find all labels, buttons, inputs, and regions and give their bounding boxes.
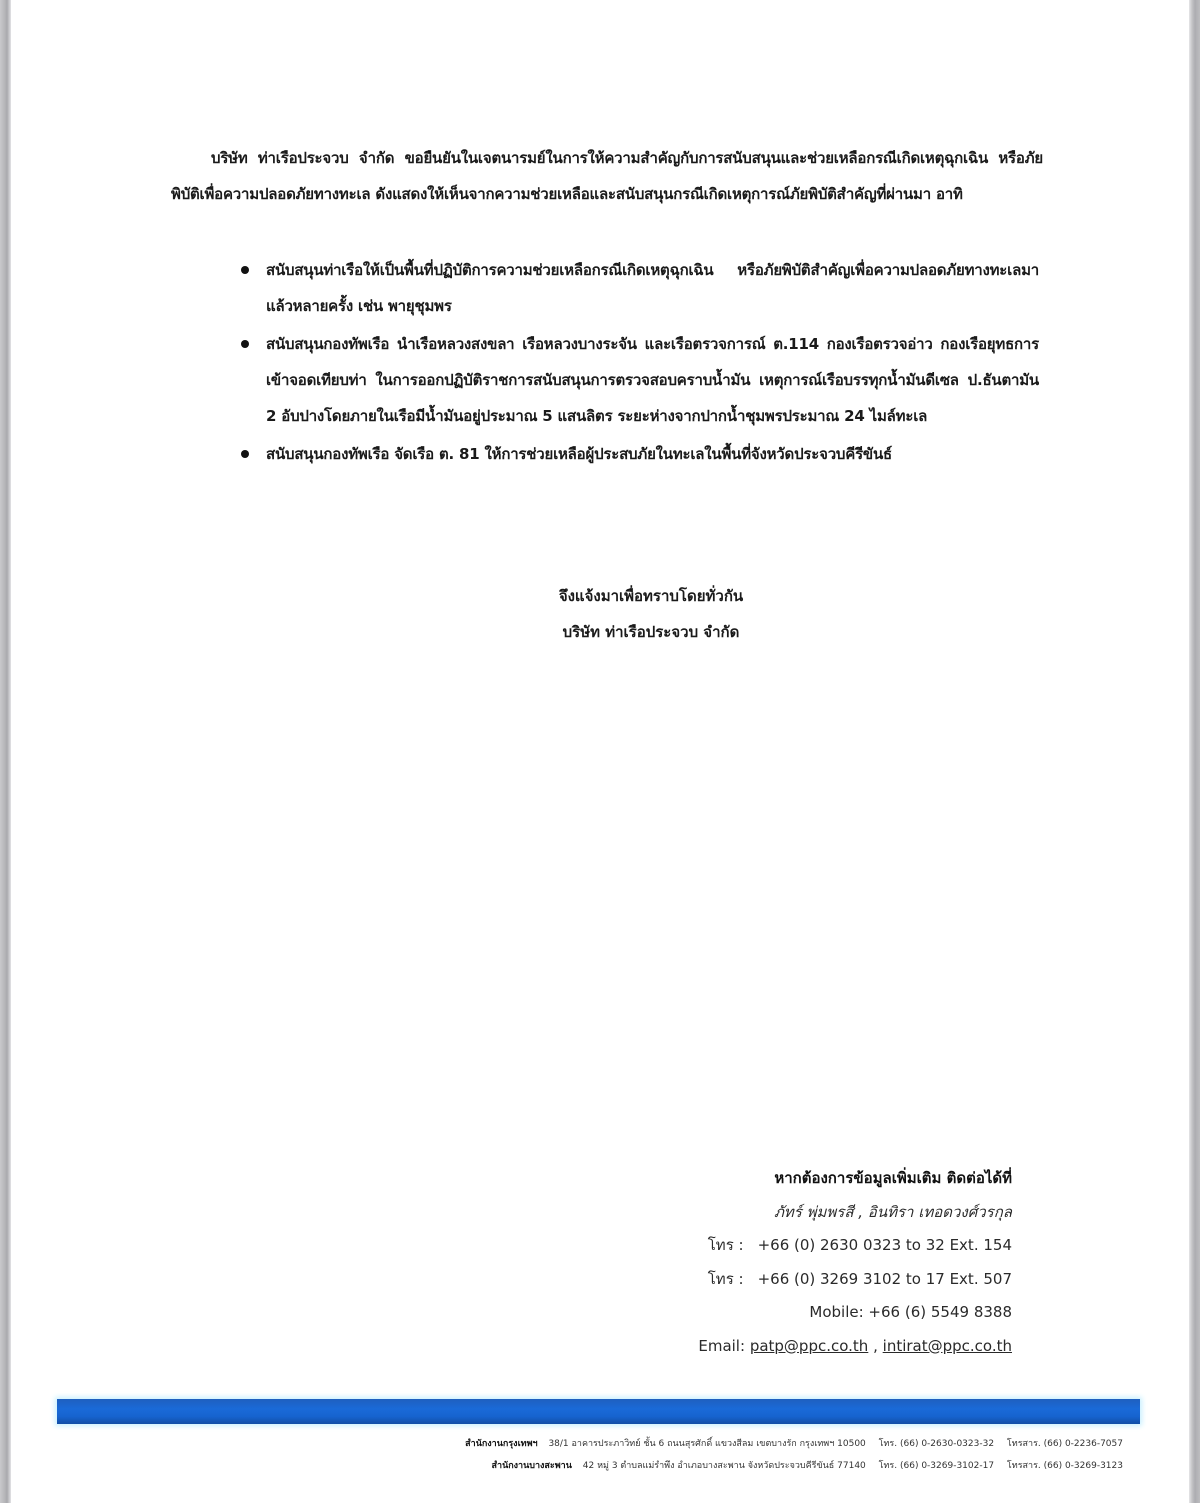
office-name: สำนักงานบางสะพาน bbox=[491, 1461, 572, 1471]
document-page bbox=[11, 0, 1189, 1503]
office-fax: โทรสาร. (66) 0-2236-7057 bbox=[1006, 1439, 1123, 1449]
email-line bbox=[592, 1330, 1012, 1364]
office-line-bangsaphan bbox=[223, 1455, 1123, 1477]
contact-block bbox=[592, 1162, 1012, 1363]
email-link-1[interactable]: patp@ppc.co.th bbox=[749, 1336, 869, 1355]
contact-heading: หากต้องการข้อมูลเพิ่มเติม ติดต่อได้ที่ bbox=[774, 1169, 1012, 1187]
email-link-2[interactable]: intirat@ppc.co.th bbox=[882, 1336, 1012, 1355]
bullet-list bbox=[239, 252, 1039, 474]
office-name: สำนักงานกรุงเทพฯ bbox=[465, 1439, 538, 1449]
footer-divider-bar bbox=[57, 1399, 1140, 1424]
office-tel: โทร. (66) 0-2630-0323-32 bbox=[878, 1439, 995, 1449]
closing-block bbox=[531, 578, 771, 650]
email-label: Email: bbox=[698, 1336, 746, 1355]
list-item bbox=[239, 252, 1039, 324]
signature: บริษัท ท่าเรือประจวบ จำกัด bbox=[562, 623, 740, 641]
bullet-icon bbox=[241, 266, 249, 274]
bullet-text: สนับสนุนกองทัพเรือ จัดเรือ ต. 81 ให้การช่วยเหลือผู้ประสบภัยในทะเลในพื้นที่จังหวัดประจวบคีรีขันธ์ bbox=[266, 445, 892, 463]
office-address: 42 หมู่ 3 ตำบลแม่รำพึง อำเภอบางสะพาน จังหวัดประจวบคีรีขันธ์ 77140 bbox=[582, 1461, 866, 1471]
email-separator: , bbox=[873, 1336, 878, 1355]
list-item bbox=[239, 326, 1039, 434]
phone-number-2: +66 (0) 3269 3102 to 17 Ext. 507 bbox=[757, 1269, 1012, 1288]
bullet-text: สนับสนุนท่าเรือให้เป็นพื้นที่ปฏิบัติการความช่วยเหลือกรณีเกิดเหตุฉุกเฉิน หรือภัยพิบัติสำคัญเพื่อความปลอดภัยทางทะเลมาแล้วหลายครั้ง เช่น พายุชุมพร bbox=[266, 261, 1039, 315]
intro-paragraph: บริษัท ท่าเรือประจวบ จำกัด ขอยืนยันในเจตนารมย์ในการให้ความสำคัญกับการสนับสนุนและช่วยเหลือกรณีเกิดเหตุฉุกเฉิน หรือภัยพิบัติเพื่อความปลอดภัยทางทะเล ดังแสดงให้เห็นจากความช่วยเหลือและสนับสนุนกรณีเกิดเหตุการณ์ภัยพิบัติสำคัญที่ผ่านมา อาทิ bbox=[171, 149, 1043, 203]
phone-label: โทร : bbox=[707, 1269, 744, 1288]
list-item bbox=[239, 436, 1039, 472]
phone-line-2 bbox=[592, 1263, 1012, 1297]
page-edge-right bbox=[1189, 0, 1200, 1503]
phone-label: โทร : bbox=[707, 1236, 744, 1254]
office-address: 38/1 อาคารประภาวิทย์ ชั้น 6 ถนนสุรศักดิ์ แขวงสีลม เขตบางรัก กรุงเทพฯ 10500 bbox=[548, 1439, 866, 1449]
bullet-icon bbox=[241, 340, 249, 348]
bullet-text: สนับสนุนกองทัพเรือ นำเรือหลวงสงขลา เรือหลวงบางระจัน และเรือตรวจการณ์ ต.114 กองเรือตรวจอ่าว กองเรือยุทธการ เข้าจอดเทียบท่า ในการออกปฏิบัติราชการสนับสนุนการตรวจสอบคราบน้ำมัน เหตุการณ์เรือบรรทุกน้ำมันดีเซล ป.ธันตามัน 2 อับปางโดยภายในเรือมีน้ำมันอยู่ประมาณ 5 แสนลิตร ระยะห่างจากปากน้ำชุมพรประมาณ 24 ไมล์ทะเล bbox=[266, 335, 1039, 425]
office-tel: โทร. (66) 0-3269-3102-17 bbox=[878, 1461, 995, 1471]
phone-number-1: +66 (0) 2630 0323 to 32 Ext. 154 bbox=[757, 1236, 1012, 1254]
bullet-icon bbox=[241, 450, 249, 458]
mobile-line: Mobile: +66 (6) 5549 8388 bbox=[809, 1303, 1012, 1321]
closing-line: จึงแจ้งมาเพื่อทราบโดยทั่วกัน bbox=[558, 587, 744, 605]
phone-line-1 bbox=[592, 1229, 1012, 1263]
page-edge-left bbox=[0, 0, 11, 1503]
contact-names: ภัทร์ พุ่มพรสี , อินทิรา เทอดวงศ์วรกุล bbox=[774, 1202, 1012, 1221]
footer-addresses bbox=[223, 1433, 1123, 1477]
office-fax: โทรสาร. (66) 0-3269-3123 bbox=[1006, 1461, 1123, 1471]
office-line-bangkok bbox=[223, 1433, 1123, 1455]
